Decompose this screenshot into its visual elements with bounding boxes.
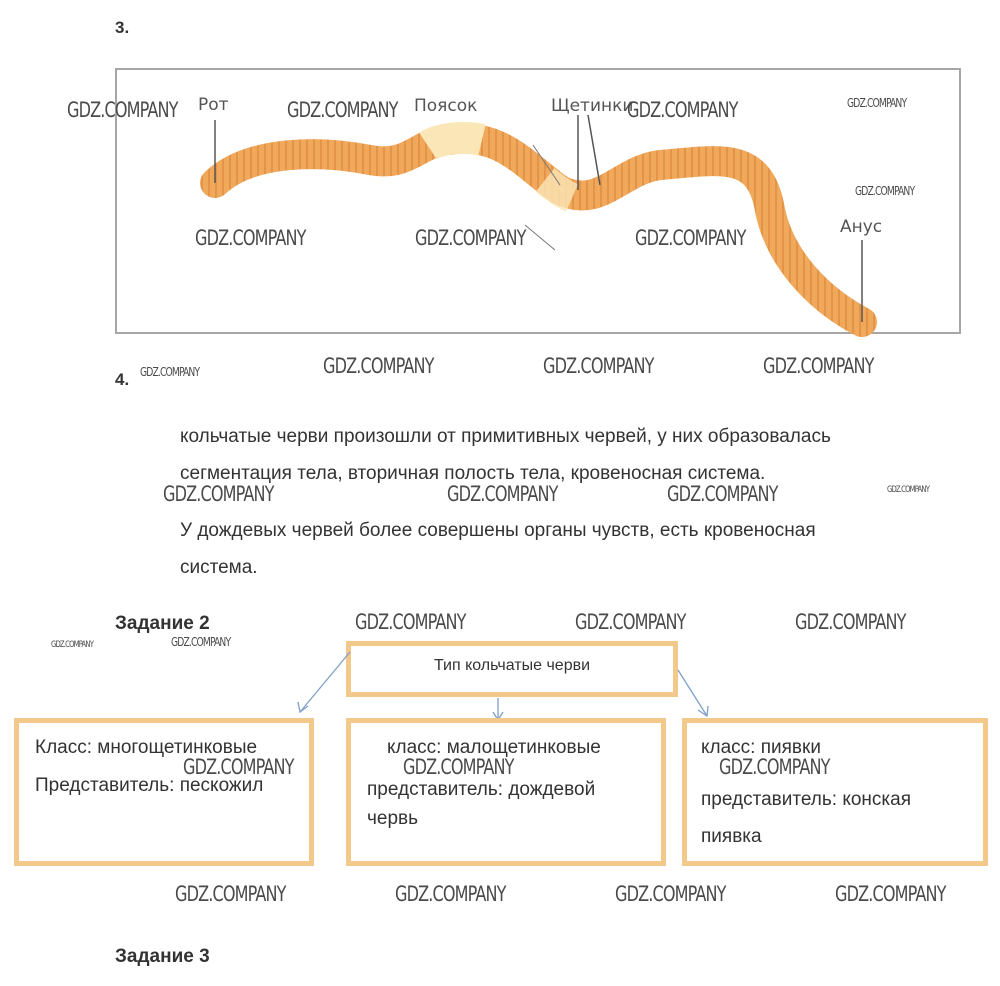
label-anus: Анус [840, 217, 883, 237]
watermark: GDZ.COMPANY [887, 485, 930, 495]
setae-pointer-2 [588, 115, 600, 185]
task-number-4: 4. [115, 370, 130, 389]
watermark: GDZ.COMPANY [615, 882, 726, 906]
zadanie-3-heading: Задание 3 [115, 946, 210, 967]
watermark: GDZ.COMPANY [447, 482, 558, 506]
watermark: GDZ.COMPANY [195, 226, 306, 250]
representative-line-2: пиявка [701, 826, 762, 847]
representative-line: Представитель: пескожил [35, 775, 264, 796]
task4-line: У дождевых червей более совершены органы чувств, есть кровеносная [180, 520, 816, 541]
watermark: GDZ.COMPANY [415, 226, 526, 250]
representative-line: представитель: конская [701, 789, 911, 810]
watermark: GDZ.COMPANY [140, 365, 200, 379]
class-line: класс: пиявки [701, 737, 821, 758]
watermark: GDZ.COMPANY [763, 354, 874, 378]
watermark: GDZ.COMPANY [575, 610, 686, 634]
watermark: GDZ.COMPANY [635, 226, 746, 250]
task4-line: кольчатые черви произошли от примитивных червей, у них образовалась [180, 426, 831, 447]
watermark: GDZ.COMPANY [163, 482, 274, 506]
worm-body [215, 138, 862, 322]
type-box-label: Тип кольчатые черви [433, 657, 591, 674]
task4-paragraph-1 [180, 418, 960, 492]
label-clitellum: Поясок [414, 96, 478, 116]
class-line: класс: малощетинковые [387, 737, 601, 758]
watermark: GDZ.COMPANY [719, 755, 830, 779]
task4-paragraph-2 [180, 512, 960, 586]
class-box-polychaeta [14, 718, 314, 866]
class-line: Класс: многощетинковые [35, 737, 258, 758]
watermark: GDZ.COMPANY [667, 482, 778, 506]
earthworm-illustration [0, 0, 1000, 340]
watermark: GDZ.COMPANY [795, 610, 906, 634]
watermark: GDZ.COMPANY [287, 98, 398, 122]
watermark: GDZ.COMPANY [175, 882, 286, 906]
watermark: GDZ.COMPANY [323, 354, 434, 378]
watermark: GDZ.COMPANY [855, 184, 915, 198]
label-setae: Щетинки [551, 96, 634, 116]
worm-clitellum [428, 138, 482, 146]
watermark: GDZ.COMPANY [183, 755, 294, 779]
representative-line: представитель: дождевой [367, 779, 596, 800]
task-number-3: 3. [115, 18, 130, 37]
class-box-oligochaeta [346, 718, 666, 866]
watermark: GDZ.COMPANY [171, 635, 231, 649]
task4-line: система. [180, 557, 258, 578]
setae-guide-2 [525, 225, 555, 250]
zadanie-2-heading: Задание 2 [115, 613, 210, 634]
watermark: GDZ.COMPANY [543, 354, 654, 378]
class-box-hirudinea [682, 718, 988, 866]
watermark: GDZ.COMPANY [627, 98, 738, 122]
watermark: GDZ.COMPANY [835, 882, 946, 906]
watermark: GDZ.COMPANY [395, 882, 506, 906]
watermark: GDZ.COMPANY [51, 640, 94, 650]
representative-line-2: червь [367, 808, 419, 829]
watermark: GDZ.COMPANY [847, 96, 907, 110]
label-mouth: Рот [198, 95, 229, 115]
watermark: GDZ.COMPANY [403, 755, 514, 779]
watermark: GDZ.COMPANY [67, 98, 178, 122]
task4-line: сегментация тела, вторичная полость тела, кровеносная система. [180, 463, 766, 484]
watermark: GDZ.COMPANY [355, 610, 466, 634]
